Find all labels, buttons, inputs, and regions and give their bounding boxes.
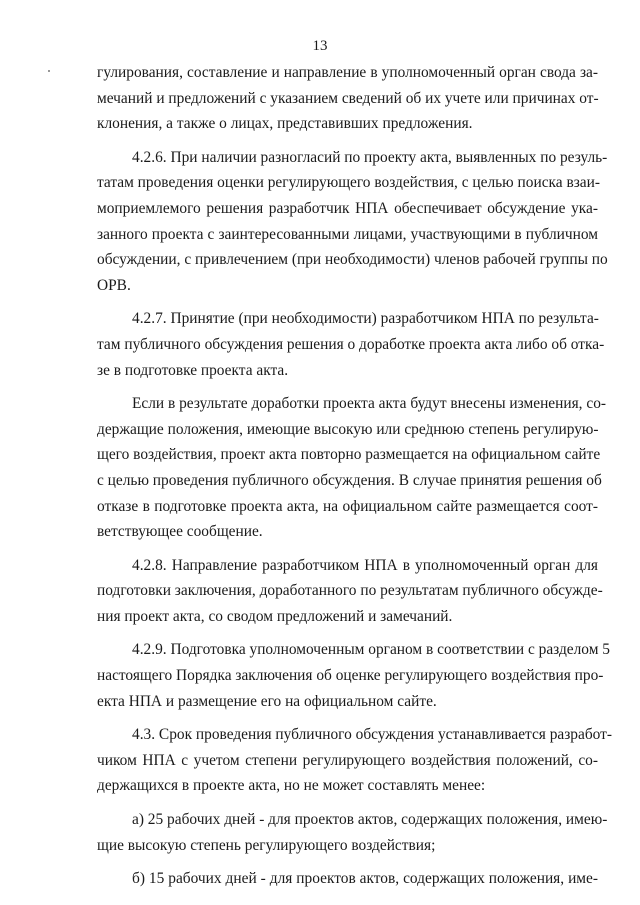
text-line: занного проекта с заинтересованными лицами, участвующими в публичном (97, 225, 598, 243)
text-line: держащихся в проекте акта, но не может составлять менее: (97, 777, 486, 795)
text-line: зе в подготовке проекта акта. (97, 361, 289, 379)
text-line: щие высокую степень регулирующего воздействия; (97, 836, 436, 854)
scan-speck (48, 70, 50, 72)
text-line: ния проект акта, со сводом предложений и замечаний. (97, 607, 453, 625)
text-line: ОРВ. (97, 276, 131, 294)
text-line: Если в результате доработки проекта акта будут внесены изменения, со- (132, 395, 607, 413)
text-line: татам проведения оценки регулирующего воздействия, с целью поиска взаи- (97, 174, 600, 192)
text-line: держащие положения, имеющие высокую или среднюю степень регулирую- (97, 420, 599, 438)
text-line: настоящего Порядка заключения об оценке регулирующего воздействия про- (97, 667, 604, 685)
text-line: щего воздействия, проект акта повторно размещается на официальном сайте (97, 446, 601, 464)
list-item-a (97, 807, 608, 858)
text-line: моприемлемого решения разработчик НПА обеспечивает обсуждение ука- (97, 199, 598, 217)
paragraph-rework (97, 391, 607, 545)
text-line: клонения, а также о лицах, представивших предложения. (97, 115, 473, 133)
paragraph-4-2-9 (97, 637, 610, 714)
text-line: а) 25 рабочих дней - для проектов актов, содержащих положения, имею- (132, 811, 608, 829)
text-line: 4.2.7. Принятие (при необходимости) разработчиком НПА по результа- (132, 310, 599, 328)
text-line: ветствующее сообщение. (97, 523, 263, 541)
text-line: мечаний и предложений с указанием сведений об их учете или причинах от- (97, 89, 599, 107)
list-item-b (97, 866, 598, 892)
paragraph-continuation (97, 60, 598, 137)
text-line: отказе в подготовке проекта акта, на официальном сайте размещается соот- (97, 497, 598, 515)
text-line: 4.2.8. Направление разработчиком НПА в уполномоченный орган для (132, 556, 598, 574)
paragraph-4-3 (97, 722, 613, 799)
document-body (97, 60, 613, 900)
paragraph-4-2-8 (97, 553, 603, 630)
text-line: б) 15 рабочих дней - для проектов актов, содержащих положения, име- (132, 870, 598, 888)
text-line: 4.2.6. При наличии разногласий по проекту акта, выявленных по резуль- (132, 148, 608, 166)
text-line: обсуждении, с привлечением (при необходимости) членов рабочей группы по (97, 251, 608, 269)
text-line: чиком НПА с учетом степени регулирующего воздействия положений, со- (97, 751, 598, 769)
text-line: подготовки заключения, доработанного по результатам публичного обсужде- (97, 582, 603, 600)
text-line: с целью проведения публичного обсуждения. В случае принятия решения об (97, 471, 602, 489)
paragraph-4-2-7 (97, 306, 605, 383)
page-number: 13 (312, 38, 328, 54)
paragraph-4-2-6 (97, 145, 608, 299)
text-line: екта НПА и размещение его на официальном сайте. (97, 692, 437, 710)
text-line: 4.3. Срок проведения публичного обсуждения устанавливается разработ- (132, 726, 613, 744)
text-line: там публичного обсуждения решения о доработке проекта акта либо об отка- (97, 335, 605, 353)
text-line: 4.2.9. Подготовка уполномоченным органом в соответствии с разделом 5 (132, 641, 610, 659)
text-line: гулирования, составление и направление в уполномоченный орган свода за- (97, 64, 598, 81)
